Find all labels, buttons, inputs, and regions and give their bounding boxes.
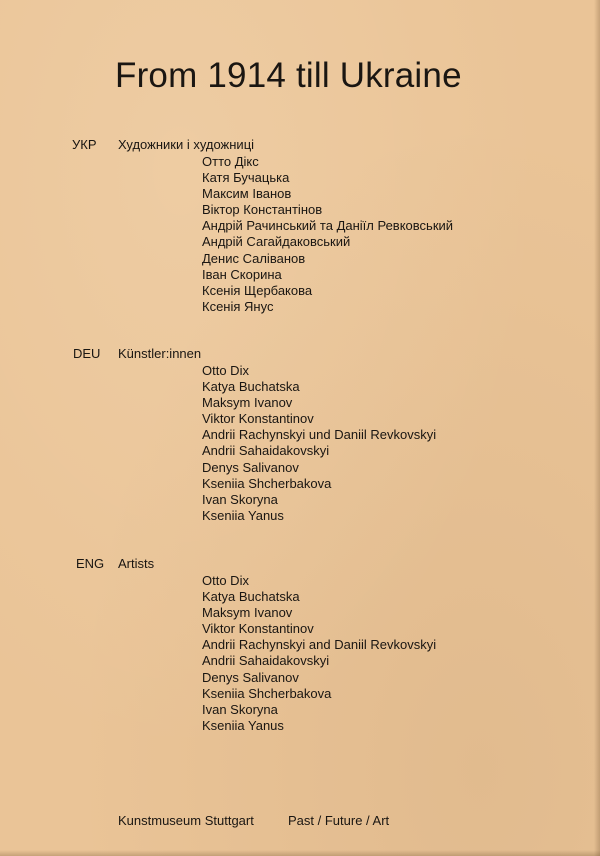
artist-name: Віктор Константінов <box>202 202 323 218</box>
artist-name: Viktor Konstantinov <box>202 411 314 427</box>
artist-name: Denys Salivanov <box>202 669 299 685</box>
artist-name: Andrii Rachynskyi and Daniil Revkovskyi <box>202 637 437 653</box>
artist-name: Ксенія Янус <box>202 299 274 315</box>
artist-list <box>202 573 436 735</box>
cover-title: From 1914 till Ukraine <box>115 56 462 95</box>
artist-name: Kseniia Shcherbakova <box>202 475 332 491</box>
artist-name: Андрій Рачинський та Даніїл Ревковський <box>202 218 454 234</box>
artist-name: Viktor Konstantinov <box>202 621 314 637</box>
artist-list <box>202 363 436 525</box>
artist-name: Ivan Skoryna <box>202 702 278 717</box>
language-code: DEU <box>73 346 101 361</box>
artist-list <box>202 154 453 316</box>
artist-name: Отто Дікс <box>202 153 259 169</box>
artist-name: Іван Скорина <box>202 266 282 282</box>
page-edge-shadow <box>594 0 600 856</box>
section-heading: Художники і художниці <box>118 137 255 152</box>
section-heading: Künstler:innen <box>118 346 202 361</box>
artist-name: Katya Buchatska <box>202 378 300 394</box>
language-code: УКР <box>72 137 97 152</box>
artist-name: Максим Іванов <box>202 185 292 201</box>
artist-name: Катя Бучацька <box>202 169 290 185</box>
section-heading: Artists <box>118 556 155 571</box>
artist-name: Андрій Сагайдаковський <box>202 234 351 250</box>
artist-name: Andrii Sahaidakovskyi <box>202 443 330 459</box>
artist-name: Denys Salivanov <box>202 459 299 475</box>
artist-name: Ксенія Щербакова <box>202 283 313 298</box>
page-edge-shadow <box>0 850 600 856</box>
artist-name: Katya Buchatska <box>202 588 300 604</box>
artist-name: Kseniia Yanus <box>202 718 284 734</box>
artist-name: Andrii Rachynskyi und Daniil Revkovskyi <box>202 427 437 443</box>
footer-series: Past / Future / Art <box>288 813 390 828</box>
artist-name: Maksym Ivanov <box>202 394 293 410</box>
artist-name: Ivan Skoryna <box>202 492 278 507</box>
artist-name: Kseniia Shcherbakova <box>202 685 332 701</box>
footer-museum: Kunstmuseum Stuttgart <box>118 813 254 828</box>
artist-name: Денис Саліванов <box>202 250 306 266</box>
artist-name: Otto Dix <box>202 362 249 378</box>
artist-name: Andrii Sahaidakovskyi <box>202 653 330 669</box>
language-code: ENG <box>76 556 105 571</box>
artist-name: Maksym Ivanov <box>202 604 293 620</box>
artist-name: Otto Dix <box>202 572 249 588</box>
artist-name: Kseniia Yanus <box>202 508 284 524</box>
